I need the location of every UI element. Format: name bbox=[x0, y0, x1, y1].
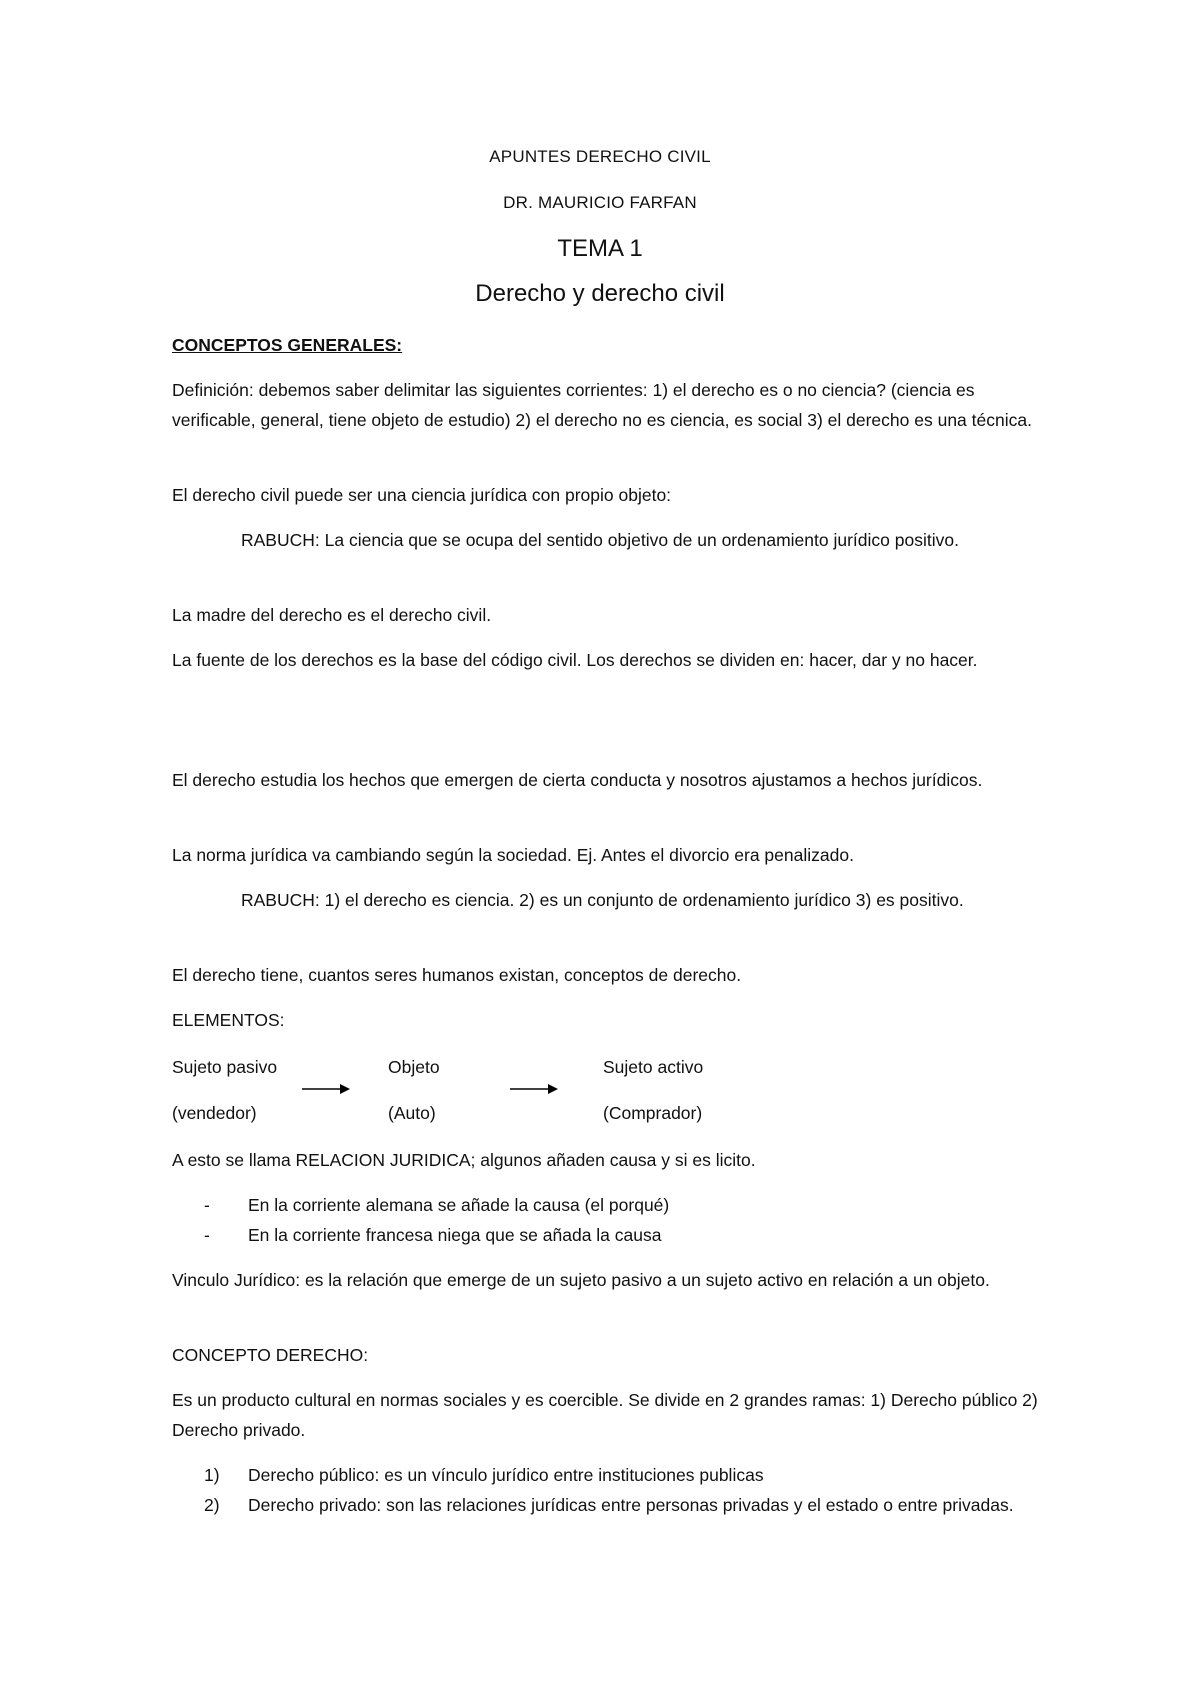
rabuch-quote-1: RABUCH: La ciencia que se ocupa del sentido objetivo de un ordenamiento jurídico positivo. bbox=[241, 530, 959, 550]
facts-paragraph: El derecho estudia los hechos que emergen de cierta conducta y nosotros ajustamos a hechos jurídicos. bbox=[172, 770, 983, 790]
elements-heading: ELEMENTOS: bbox=[172, 1010, 285, 1030]
object-label: Objeto bbox=[388, 1057, 440, 1077]
number-marker: 2) bbox=[204, 1495, 220, 1515]
dash-marker: - bbox=[204, 1195, 210, 1215]
number-marker: 1) bbox=[204, 1465, 220, 1485]
seller-label: (vendedor) bbox=[172, 1103, 257, 1123]
arrow-right-icon bbox=[302, 1082, 352, 1096]
topic-subtitle: Derecho y derecho civil bbox=[475, 280, 725, 307]
list-item-text: En la corriente alemana se añade la causa (el porqué) bbox=[248, 1195, 670, 1215]
arrow-right-icon bbox=[510, 1082, 560, 1096]
list-item-text: Derecho privado: son las relaciones jurídicas entre personas privadas y el estado o entre privadas. bbox=[248, 1495, 1014, 1515]
sources-paragraph: La fuente de los derechos es la base del código civil. Los derechos se dividen en: hacer, dar y no hacer. bbox=[172, 650, 978, 670]
list-item bbox=[204, 1220, 1044, 1250]
law-concept-heading: CONCEPTO DERECHO: bbox=[172, 1345, 369, 1365]
car-label: (Auto) bbox=[388, 1103, 436, 1123]
legal-relation-paragraph: A esto se llama RELACION JURIDICA; algunos añaden causa y si es licito. bbox=[172, 1150, 756, 1170]
passive-subject-label: Sujeto pasivo bbox=[172, 1057, 278, 1077]
dash-marker: - bbox=[204, 1225, 210, 1245]
legal-norm-paragraph: La norma jurídica va cambiando según la sociedad. Ej. Antes el divorcio era penalizado. bbox=[172, 845, 854, 865]
cultural-product-paragraph: Es un producto cultural en normas sociales y es coercible. Se divide en 2 grandes ramas: 1) Derecho público 2) Derecho privado. bbox=[172, 1390, 1038, 1440]
human-beings-paragraph: El derecho tiene, cuantos seres humanos existan, conceptos de derecho. bbox=[172, 965, 742, 985]
general-concepts-heading: CONCEPTOS GENERALES: bbox=[172, 335, 403, 355]
rabuch-quote-2: RABUCH: 1) el derecho es ciencia. 2) es un conjunto de ordenamiento jurídico 3) es positivo. bbox=[241, 890, 964, 910]
list-item-text: En la corriente francesa niega que se añada la causa bbox=[248, 1225, 662, 1245]
course-title: APUNTES DERECHO CIVIL bbox=[489, 147, 711, 166]
mother-of-law-paragraph: La madre del derecho es el derecho civil. bbox=[172, 605, 492, 625]
list-item bbox=[204, 1190, 1044, 1220]
civil-law-paragraph: El derecho civil puede ser una ciencia jurídica con propio objeto: bbox=[172, 485, 672, 505]
topic-title: TEMA 1 bbox=[557, 235, 643, 262]
list-item bbox=[204, 1490, 1044, 1550]
professor-name: DR. MAURICIO FARFAN bbox=[503, 193, 697, 212]
list-item-text: Derecho público: es un vínculo jurídico entre instituciones publicas bbox=[248, 1465, 764, 1485]
active-subject-label: Sujeto activo bbox=[603, 1057, 704, 1077]
legal-bond-paragraph: Vinculo Jurídico: es la relación que emerge de un sujeto pasivo a un sujeto activo en relación a un objeto. bbox=[172, 1270, 990, 1290]
list-item bbox=[204, 1460, 1044, 1490]
definition-paragraph: Definición: debemos saber delimitar las siguientes corrientes: 1) el derecho es o no ciencia? (ciencia es verificable, general, tiene objeto de estudio) 2) el derecho no es ciencia, es social 3) el derecho es una técnica. bbox=[172, 380, 1032, 430]
buyer-label: (Comprador) bbox=[603, 1103, 703, 1123]
